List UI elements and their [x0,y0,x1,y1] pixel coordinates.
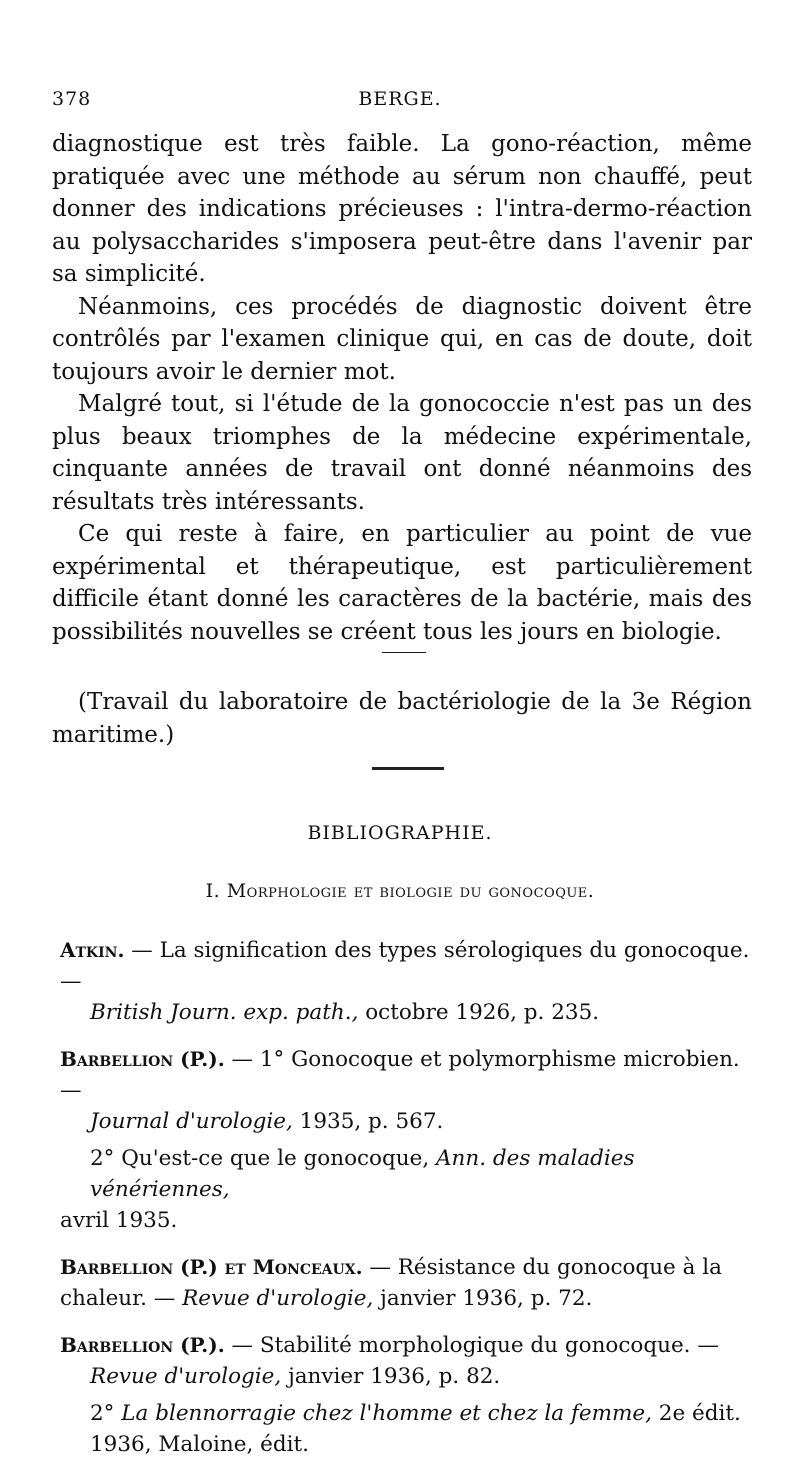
ref-author: Atkin. [60,938,125,962]
ref-text: 2° [90,1401,122,1426]
lab-note: (Travail du laboratoire de bactériologie de la 3e Région maritime.) [52,689,752,748]
bibliography-title: BIBLIOGRAPHIE. [307,822,493,844]
ref-journal: Journal d'urologie, [90,1109,293,1134]
ref-text: 2° Qu'est-ce que le gonocoque, [90,1146,436,1171]
ref-details: janvier 1936, p. 72. [373,1286,593,1311]
paragraph: diagnostique est très faible. La gono-réaction, même pratiquée avec une méthode au sérum non chauffé, peut donner des indications précieuses : l'intra-dermo-réaction au polysaccharides s'imposera peut-être dans l'avenir par sa simplicité. [52,131,752,287]
reference-item [60,1330,758,1392]
ref-journal: British Journ. exp. path., [90,1000,359,1025]
reference-item [60,1398,758,1460]
paragraph: Malgré tout, si l'étude de la gonococcie n'est pas un des plus beaux triomphes de la médecine expérimentale, cinquante années de travail ont donné néanmoins des résultats très intéressants. [52,391,752,515]
ref-author: Barbellion (P.) et Monceaux. [60,1255,363,1279]
paragraph: Néanmoins, ces procédés de diagnostic doivent être contrôlés par l'examen clinique qui, en cas de doute, doit toujours avoir le dernier mot. [52,293,752,385]
section-title: I. Morphologie et biologie du gonocoque. [205,880,595,902]
page-header [52,88,748,116]
ref-details: 1935, p. 567. [292,1109,444,1134]
ref-journal: Revue d'urologie, [90,1364,282,1389]
running-title: BERGE. [358,88,442,110]
ref-details: avril 1935. [60,1208,178,1233]
reference-item [60,1044,758,1137]
divider [382,652,426,653]
paragraph: Ce qui reste à faire, en particulier au point de vue expérimental et thérapeutique, est particulièrement difficile étant donné les caractères de la bactérie, mais des possibilités nouvelles se créent tous les jours en biologie. [52,521,752,645]
page-number: 378 [52,88,92,110]
reference-list [60,935,758,1476]
ref-text: — La signification des types sérologiques du gonocoque. — [60,938,750,994]
reference-item [60,1252,758,1314]
ref-journal: La blennorragie chez l'homme et chez la femme, [121,1401,652,1426]
ref-text: — 1° Gonocoque et polymorphisme microbien. — [60,1047,740,1103]
ref-details: 2e édit. 1936, Maloine, édit. [90,1401,741,1457]
ref-author: Barbellion (P.). [60,1047,225,1071]
reference-item [60,1143,758,1236]
divider [372,767,444,770]
reference-item [60,935,758,1028]
ref-journal: Revue d'urologie, [182,1286,374,1311]
ref-text: — Stabilité morphologique du gonocoque. — [224,1333,719,1358]
ref-text: — Résistance du gonocoque à la chaleur. — [60,1255,722,1311]
ref-details: octobre 1926, p. 235. [358,1000,600,1025]
ref-details: janvier 1936, p. 82. [281,1364,501,1389]
ref-journal: Ann. des maladies vénériennes, [90,1146,635,1202]
body-text [52,128,752,648]
ref-author: Barbellion (P.). [60,1333,225,1357]
